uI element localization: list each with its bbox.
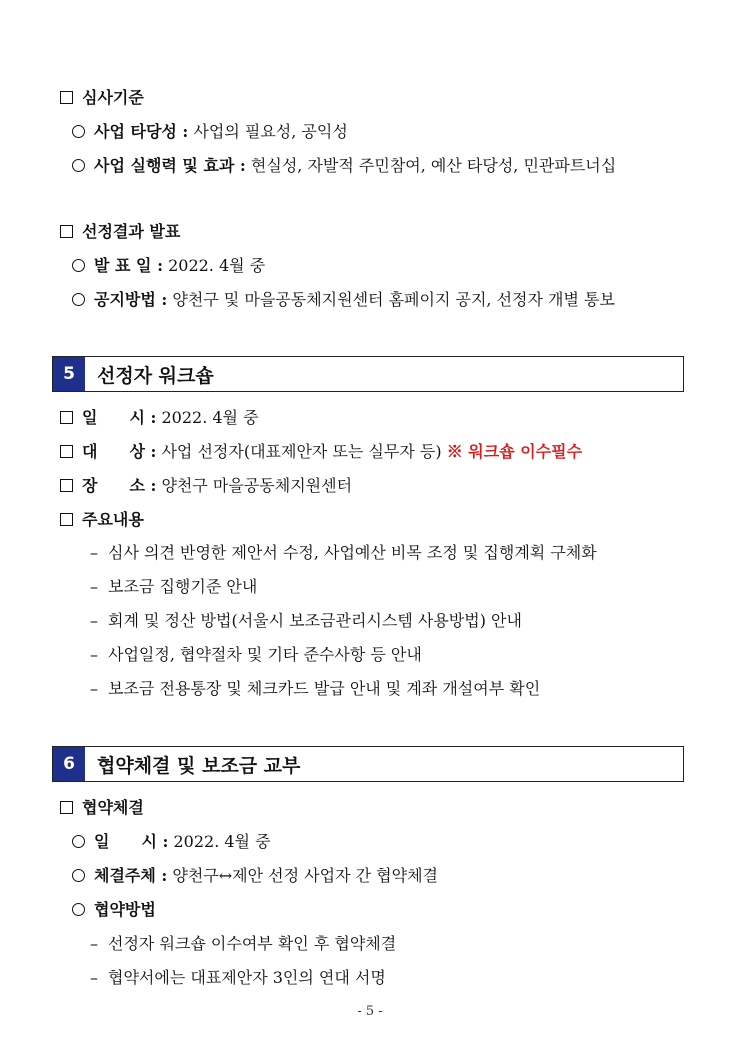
list-item: – 회계 및 정산 방법(서울시 보조금관리시스템 사용방법) 안내: [90, 611, 522, 630]
list-item: – 보조금 집행기준 안내: [90, 577, 258, 596]
dash-bullet-icon: –: [90, 577, 98, 596]
dash-bullet-icon: –: [90, 968, 98, 987]
criteria-heading: 심사기준: [60, 87, 144, 109]
workshop-target: 대 상 : 사업 선정자(대표제안자 또는 실무자 등) ※ 워크숍 이수필수: [60, 441, 582, 463]
dash-bullet-icon: –: [90, 543, 98, 562]
dash-bullet-icon: –: [90, 679, 98, 698]
dash-bullet-icon: –: [90, 934, 98, 953]
list-item: – 보조금 전용통장 및 체크카드 발급 안내 및 계좌 개설여부 확인: [90, 679, 541, 698]
announce-heading: 선정결과 발표: [60, 221, 180, 243]
circle-bullet-icon: [72, 125, 85, 138]
list-item: – 선정자 워크숍 이수여부 확인 후 협약체결: [90, 934, 397, 953]
workshop-date: 일 시 : 2022. 4월 중: [60, 407, 259, 429]
circle-bullet-icon: [72, 293, 85, 306]
circle-bullet-icon: [72, 835, 85, 848]
announce-item: 공지방법 : 양천구 및 마을공동체지원센터 홈페이지 공지, 선정자 개별 통보: [72, 289, 615, 311]
square-bullet-icon: [60, 479, 73, 492]
square-bullet-icon: [60, 91, 73, 104]
contract-heading: 협약체결: [60, 797, 144, 819]
list-item: – 사업일정, 협약절차 및 기타 준수사항 등 안내: [90, 645, 422, 664]
dash-bullet-icon: –: [90, 611, 98, 630]
section-5-header: [52, 356, 684, 392]
section-title: 협약체결 및 보조금 교부: [97, 754, 301, 777]
square-bullet-icon: [60, 513, 73, 526]
page-number: - 5 -: [357, 1004, 383, 1019]
announce-item: 발 표 일 : 2022. 4월 중: [72, 255, 265, 277]
square-bullet-icon: [60, 445, 73, 458]
square-bullet-icon: [60, 411, 73, 424]
dash-bullet-icon: –: [90, 645, 98, 664]
list-item: – 심사 의견 반영한 제안서 수정, 사업예산 비목 조정 및 집행계획 구체화: [90, 543, 597, 562]
list-item: – 협약서에는 대표제안자 3인의 연대 서명: [90, 968, 386, 987]
workshop-place: 장 소 : 양천구 마을공동체지원센터: [60, 475, 352, 497]
criteria-item: 사업 실행력 및 효과 : 현실성, 자발적 주민참여, 예산 타당성, 민관파트너십: [72, 155, 616, 177]
section-title: 선정자 워크숍: [97, 364, 214, 387]
required-note: ※ 워크숍 이수필수: [446, 442, 583, 461]
square-bullet-icon: [60, 225, 73, 238]
criteria-item: 사업 타당성 : 사업의 필요성, 공익성: [72, 121, 348, 143]
contract-method-heading: 협약방법: [72, 899, 156, 921]
workshop-contents-heading: 주요내용: [60, 509, 144, 531]
section-number: 6: [53, 747, 85, 781]
circle-bullet-icon: [72, 903, 85, 916]
contract-party: 체결주체 : 양천구↔제안 선정 사업자 간 협약체결: [72, 865, 438, 887]
contract-date: 일 시 : 2022. 4월 중: [72, 831, 271, 853]
section-number: 5: [53, 357, 85, 391]
circle-bullet-icon: [72, 259, 85, 272]
square-bullet-icon: [60, 801, 73, 814]
section-6-header: [52, 746, 684, 782]
circle-bullet-icon: [72, 159, 85, 172]
circle-bullet-icon: [72, 869, 85, 882]
